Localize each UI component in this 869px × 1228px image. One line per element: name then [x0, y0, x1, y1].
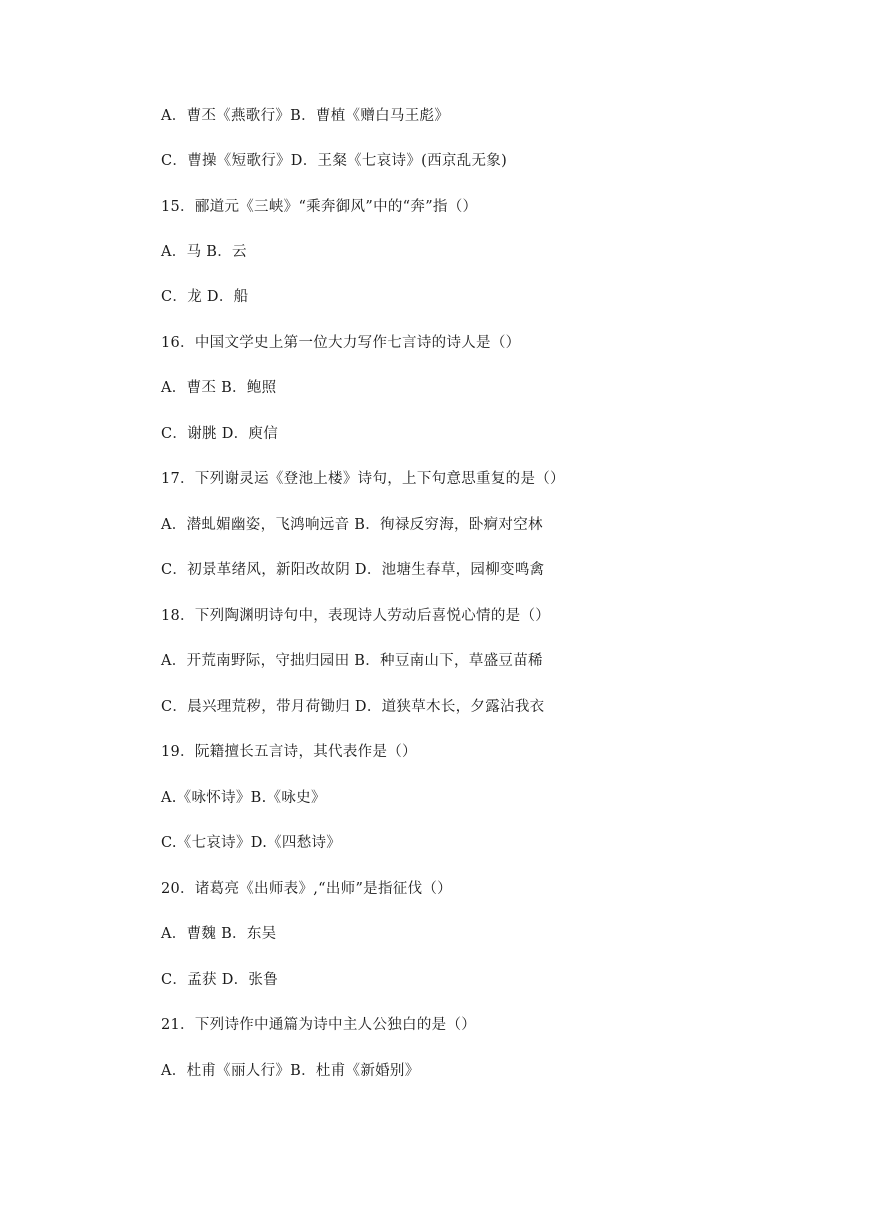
option-line: C.《七哀诗》D.《四愁诗》 [161, 835, 342, 851]
option-line: C．龙 D．船 [161, 289, 249, 305]
question-line: 17．下列谢灵运《登池上楼》诗句，上下句意思重复的是（） [161, 471, 565, 487]
question-line: 16．中国文学史上第一位大力写作七言诗的诗人是（） [161, 335, 521, 351]
question-line: 20．诸葛亮《出师表》,“出师”是指征伐（） [161, 881, 452, 897]
option-line: A．曹丕《燕歌行》B．曹植《赠白马王彪》 [161, 108, 450, 124]
option-line: A．杜甫《丽人行》B．杜甫《新婚别》 [161, 1063, 420, 1079]
option-line: C．晨兴理荒秽，带月荷锄归 D．道狭草木长，夕露沾我衣 [161, 699, 545, 715]
option-line: A．曹魏 B．东吴 [161, 926, 277, 942]
option-line: C．初景革绪风，新阳改故阴 D．池塘生春草，园柳变鸣禽 [161, 562, 545, 578]
option-line: A．曹丕 B．鲍照 [161, 380, 277, 396]
option-line: A．开荒南野际，守拙归园田 B．种豆南山下，草盛豆苗稀 [161, 653, 543, 669]
option-line: A．潜虬媚幽姿，飞鸿响远音 B．徇禄反穷海，卧痾对空林 [161, 517, 543, 533]
option-line: C．曹操《短歌行》D．王粲《七哀诗》(西京乱无象) [161, 153, 508, 169]
question-line: 15．郦道元《三峡》“乘奔御风”中的“奔”指（） [161, 199, 478, 215]
option-line: A．马 B．云 [161, 244, 247, 260]
question-line: 18．下列陶渊明诗句中，表现诗人劳动后喜悦心情的是（） [161, 608, 551, 624]
option-line: C．谢朓 D．庾信 [161, 426, 279, 442]
question-line: 19．阮籍擅长五言诗，其代表作是（） [161, 744, 417, 760]
question-line: 21．下列诗作中通篇为诗中主人公独白的是（） [161, 1017, 477, 1033]
option-line: C．孟获 D．张鲁 [161, 972, 279, 988]
option-line: A.《咏怀诗》B.《咏史》 [161, 790, 326, 806]
